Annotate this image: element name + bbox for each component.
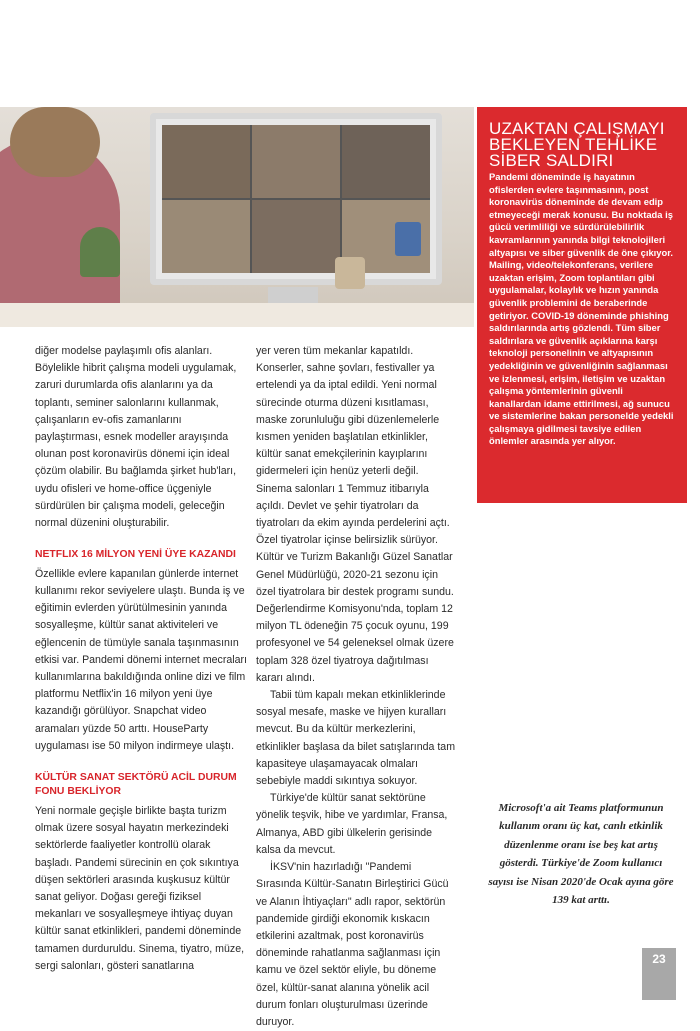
photo-desk [0,303,474,327]
photo-person-hair [10,107,100,177]
article-column-left [35,343,247,975]
paragraph: Yeni normale geçişle birlikte başta turizm olmak üzere sosyal hayatın merkezindeki sektörlerde faaliyetler kontrollü olarak başladı. Pandemi sürecinin en çok sıkıntıya düşen sektörleri arasında kuşkusuz kültür sanat geliyor. Doğası gereği fiziksel mekanları ve sosyalleşmeye ihtiyaç duyan kültür sanat etkinlikleri, pandemi döneminde tamamen durduruldu. Sinema, tiyatro, müze, sergi salonları, gösteri sanatlarına [35,804,245,972]
photo-monitor [150,113,442,285]
photo-plant [80,227,120,277]
page-number: 23 [642,948,676,1000]
paragraph: yer veren tüm mekanlar kapatıldı. Konserler, sahne şovları, festivaller ya ertelendi ya da iptal edildi. Yeni normal sürecinde oturma düzeni kısıtlaması, maske zorunluluğu gibi düzenlemelerle kısmen yeniden başlatılan etkinlikler, kültür sanat emekçilerinin kayıplarını gidermeleri için henüz yeterli değil. Sinema salonları 1 Temmuz itibarıyla açıldı. Devlet ve şehir tiyatroları da tiyatroları da ekim ayında perdelerini açtı. Özel tiyatrolar içinse belirsizlik sürüyor. Kültür ve Turizm Bakanlığı Güzel Sanatlar Genel Müdürlüğü, 2020-21 sezonu için özel tiyatrolara bir destek programı sundu. Değerlendirme Komisyonu'nda, toplam 12 milyon TL ödeneğin 75 çocuk oyunu, 199 profesyonel ve 54 geleneksel olmak üzere toplam 328 özel tiyatroya dağıtılması kararı alındı. [256,345,454,684]
photo-paper-bag [335,257,365,289]
sidebar-box [477,107,687,503]
photo-call-tile [162,200,250,273]
paragraph: Tabii tüm kapalı mekan etkinliklerinde sosyal mesafe, maske ve hijyen kuralları mevcut. Bu da kültür merkezlerini, etkinlikler başlasa da bilet satışlarında tam kapasiteye ulaşamayacak olmaları sebebiyle maddi sıkıntıya sokuyor. [256,689,456,788]
paragraph: İKSV'nin hazırladığı "Pandemi Sırasında Kültür-Sanatın Birleştirici Gücü ve Alanın İhtiyaçları" adlı rapor, sektörün pandemide girdiği ekonomik kıskacın etkilerini azaltmak, post koronavirüs döneminde rahatlanma sağlanması için kamu ve özel sektör eliyle, bu döneme özel, kültür-sanat alanına yönelik acil durum fonları oluşturulması üzerinde duruyor. [256,861,449,1028]
pull-quote: Microsoft'a ait Teams platformunun kullanım oranı üç kat, canlı etkinlik düzenlenme oranı ise beş kat artış gösterdi. Türkiye'de Zoom kullanıcı sayısı ise Nisan 2020'de Ocak ayına göre 139 kat arttı. [488,802,674,907]
video-conference-photo [0,107,474,327]
section-heading: NETFLIX 16 MİLYON YENİ ÜYE KAZANDI [35,549,236,561]
sidebar-title: UZAKTAN ÇALIŞMAYI BEKLEYEN TEHLİKE SİBER SALDIRI [489,119,665,170]
photo-call-tile [252,125,340,198]
photo-video-call-grid [162,125,430,273]
photo-call-tile [162,125,250,198]
article-column-right [256,343,456,1031]
sidebar-body: Pandemi döneminde iş hayatının ofislerden evlere taşınmasının, post koronavirüs döneminde de devam edip etmeyeceği merak konusu. Bu noktada iş gücü verimliliği ve sürdürülebilirlik kavramlarının yanında bilgi teknolojileri altyapısı ve siber güvenlik de öne çıkıyor. Mailing, video/telekonferans, verilere uzaktan erişim, Zoom toplantıları gibi uygulamalar, kolaylık ve hızın yanında güvenlik problemini de beraberinde getiriyor. COVID-19 döneminde phishing saldırılarında artış gözlendi. Tüm siber saldırılara ve güvenlik açıklarına karşı teknoloji personelinin ve altyapısının yedekliğinin ve güvenliğinin sağlanması ve izlenmesi, erişim, iletişim ve uzaktan çalışma yöntemlerinin güvenli kanallardan idame ettirilmesi, ağ sunucu ve sistemlerine bakan personelde yedekli çalışmaya gidilmesi tavsiye edilen önlemler arasında yer alıyor. [489,171,674,447]
section-heading: KÜLTÜR SANAT SEKTÖRÜ ACİL DURUM FONU BEKLİYOR [35,771,237,798]
photo-pen-cup [395,222,421,256]
photo-call-tile [252,200,340,273]
paragraph: diğer modelse paylaşımlı ofis alanları. Böylelikle hibrit çalışma modeli uygulamak, zaruri durumlarda ofis alanlarını ya da toplantı, seminer salonlarını kullanmak, çalışanların ev-ofis zamanlarını paylaştırması, esnek modeller arayışında olunan post koronavirüs dönemi için ideal çözüm olabilir. Bu bağlamda şirket hub'ları, uydu ofisleri ve home-office üçgeniyle sürdürülen bir çalışma modeli, geleceğin normal düzenini oluşturabilir. [35,345,237,530]
photo-call-tile [342,125,430,198]
paragraph: Özellikle evlere kapanılan günlerde internet kullanımı rekor seviyelere ulaştı. Bunda iş ve eğitimin evlerden yürütülmesinin yanında sosyalleşme, kültür sanat aktiviteleri ve eğlencenin de tümüyle sanala taşınmasının etkisi var. Pandemi dönemi internet mecraları kullanımlarına bakıldığında online dizi ve film platformu Netflix'in 16 milyon yeni üye kazandığı görülüyor. Snapchat video aramaları yüzde 50 arttı. HouseParty uygulaması ise 50 milyon indirmeye ulaştı. [35,567,247,752]
paragraph: Türkiye'de kültür sanat sektörüne yönelik teşvik, hibe ve yardımlar, Fransa, Almanya, ABD gibi ülkelerin gerisinde kalsa da mevcut. [256,792,448,856]
